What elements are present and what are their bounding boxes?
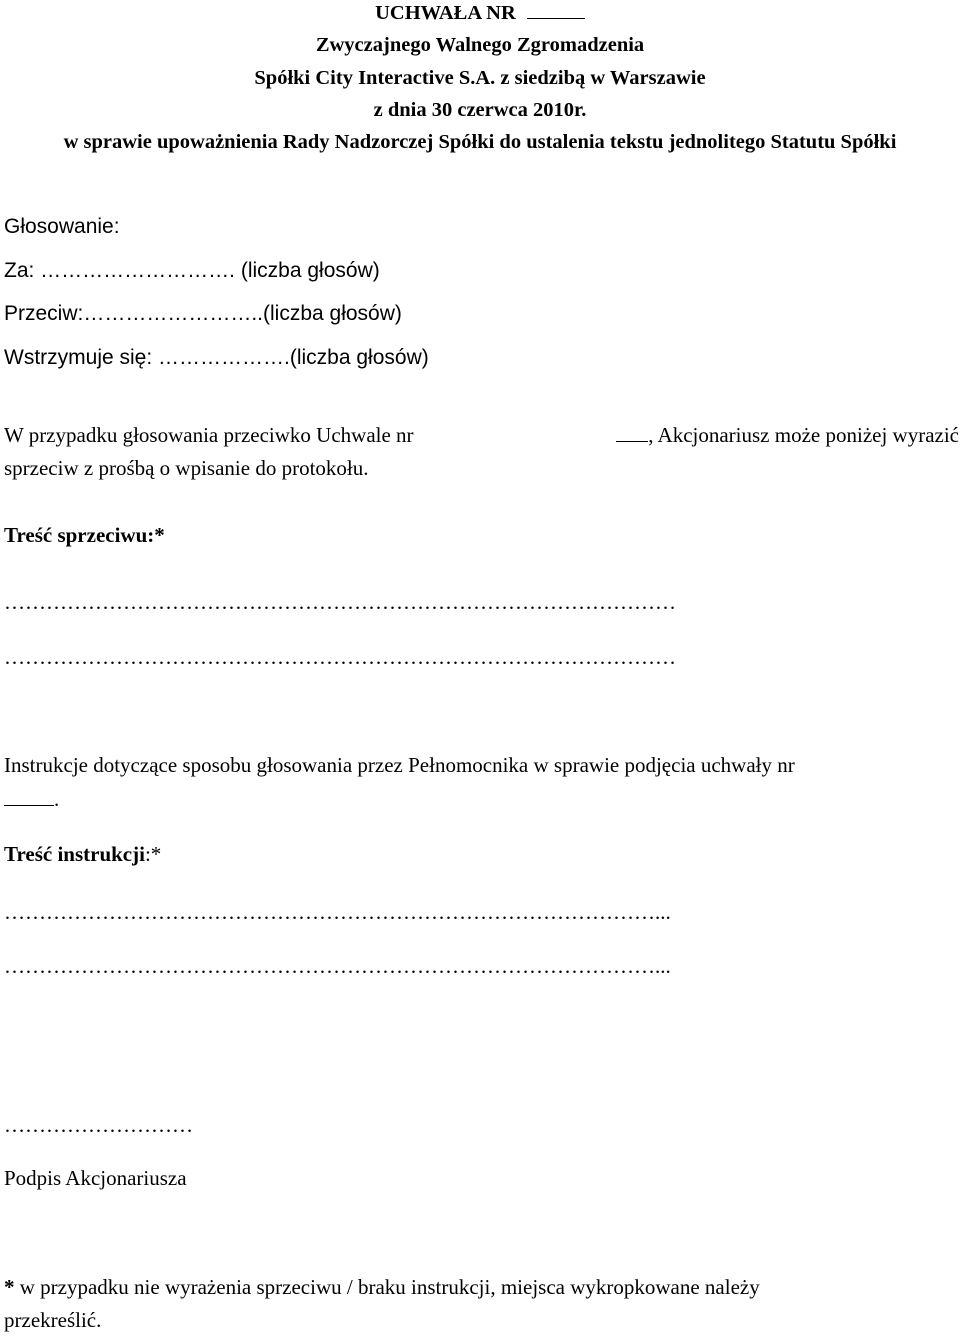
instructions-dotted-line-2: …………………………………………………………………………………... xyxy=(4,954,671,978)
footnote-star: * xyxy=(4,1275,15,1299)
objection-paragraph-line1 xyxy=(4,423,959,448)
instructions-resolution-blank xyxy=(4,805,54,806)
company-name: Spółki City Interactive S.A. z siedzibą w Warszawie xyxy=(254,67,706,89)
objection-dotted-line-1: …………………………………………………………………………………… xyxy=(4,590,676,614)
voting-heading: Głosowanie: xyxy=(4,215,120,238)
votes-abstain: Wstrzymuje się: ……………….(liczba głosów) xyxy=(4,346,429,369)
objection-text-after: , Akcjonariusz może poniżej wyrazić xyxy=(648,423,959,447)
votes-against: Przeciw:……………………..(liczba głosów) xyxy=(4,302,402,325)
instructions-label xyxy=(4,842,161,867)
objection-paragraph-line2: sprzeciw z prośbą o wpisanie do protokołu. xyxy=(4,456,369,480)
resolution-subject: w sprawie upoważnienia Rady Nadzorczej Spółki do ustalenia tekstu jednolitego Statutu Spółki xyxy=(63,131,897,153)
signature-label: Podpis Akcjonariusza xyxy=(4,1166,187,1190)
objection-dotted-line-2: …………………………………………………………………………………… xyxy=(4,645,676,669)
assembly-name: Zwyczajnego Walnego Zgromadzenia xyxy=(315,34,645,56)
footnote-line1 xyxy=(4,1275,760,1300)
resolution-title-text: UCHWAŁA NR xyxy=(375,2,516,24)
instructions-paragraph-line1: Instrukcje dotyczące sposobu głosowania przez Pełnomocnika w sprawie podjęcia uchwały nr xyxy=(4,753,795,777)
resolution-number-blank xyxy=(527,18,585,19)
signature-dotted-line: ……………………… xyxy=(4,1113,193,1137)
instructions-dotted-line-1: …………………………………………………………………………………... xyxy=(4,900,671,924)
instructions-line2-suffix: . xyxy=(54,787,60,811)
votes-for: Za: ………………………. (liczba głosów) xyxy=(4,259,380,282)
objection-label: Treść sprzeciwu:* xyxy=(4,523,165,547)
resolution-date: z dnia 30 czerwca 2010r. xyxy=(373,99,587,121)
instructions-paragraph-line2 xyxy=(4,787,59,812)
footnote-text: w przypadku nie wyrażenia sprzeciwu / braku instrukcji, miejsca wykropkowane należy xyxy=(14,1275,760,1299)
objection-resolution-blank xyxy=(616,441,648,442)
objection-text-before: W przypadku głosowania przeciwko Uchwale nr xyxy=(4,423,414,447)
instructions-label-rest: :* xyxy=(144,842,162,866)
footnote-line2: przekreślić. xyxy=(4,1308,102,1332)
resolution-title xyxy=(0,2,960,25)
instructions-label-bold: Treść instrukcji xyxy=(4,842,145,866)
